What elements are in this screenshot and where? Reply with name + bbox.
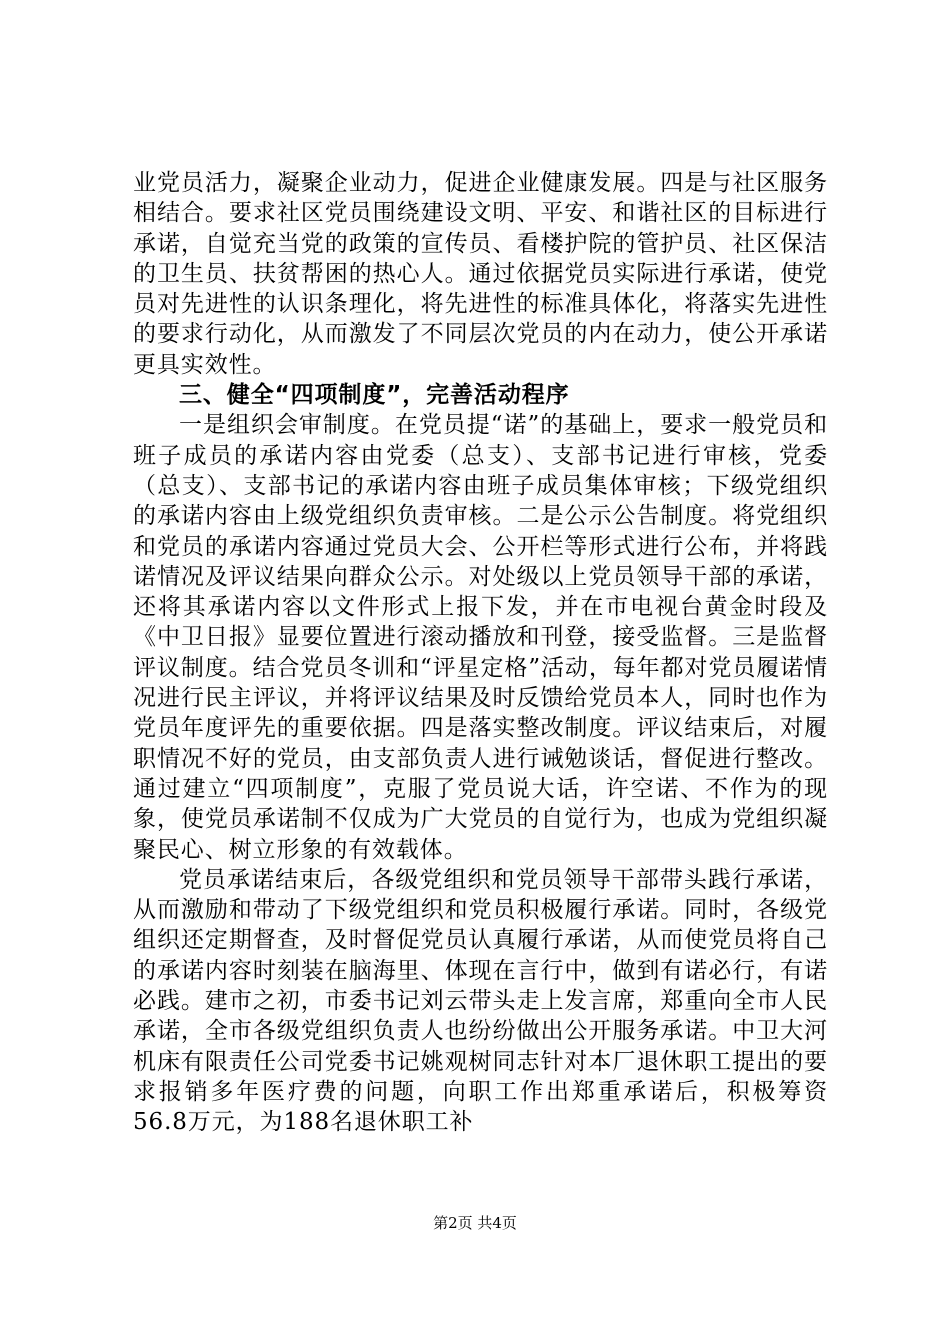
paragraph-four-systems: 一是组织会审制度。在党员提“诺”的基础上，要求一般党员和班子成员的承诺内容由党委（总支）、支部书记进行审核，党委（总支）、支部书记的承诺内容由班子成员集体审核；下级党组织的承诺内容由上级党组织负责审核。二是公示公告制度。将党组织和党员的承诺内容通过党员大会、公开栏等形式进行公布，并将践诺情况及评议结果向群众公示。对处级以上党员领导干部的承诺，还将其承诺内容以文件形式上报下发，并在市电视台黄金时段及《中卫日报》显要位置进行滚动播放和刊登，接受监督。三是监督评议制度。结合党员冬训和“评星定格”活动，每年都对党员履诺情况进行民主评议，并将评议结果及时反馈给党员本人，同时也作为党员年度评先的重要依据。四是落实整改制度。评议结束后，对履职情况不好的党员，由支部负责人进行诫勉谈话，督促进行整改。通过建立“四项制度”，克服了党员说大话，许空诺、不作为的现象，使党员承诺制不仅成为广大党员的自觉行为，也成为党组织凝聚民心、树立形象的有效载体。 xyxy=(133,412,828,863)
paragraph-fulfillment: 党员承诺结束后，各级党组织和党员领导干部带头践行承诺，从而激励和带动了下级党组织和党员积极履行承诺。同时，各级党组织还定期督查，及时督促党员认真履行承诺，从而使党员将自己的承诺内容时刻装在脑海里、体现在言行中，做到有诺必行，有诺必践。建市之初，市委书记刘云带头走上发言席，郑重向全市人民承诺，全市各级党组织负责人也纷纷做出公开服务承诺。中卫大河机床有限责任公司党委书记姚观树同志针对本厂退休职工提出的要求报销多年医疗费的问题，向职工作出郑重承诺后，积极筹资56.8万元，为188名退休职工补 xyxy=(133,866,828,1136)
section-heading: 三、健全“四项制度”，完善活动程序 xyxy=(179,382,570,409)
document-body xyxy=(133,168,828,1138)
page-footer: 第2页 共4页 xyxy=(433,1214,517,1232)
paragraph-continuation: 业党员活力，凝聚企业动力，促进企业健康发展。四是与社区服务相结合。要求社区党员围绕建设文明、平安、和谐社区的目标进行承诺，自觉充当党的政策的宣传员、看楼护院的管护员、社区保洁的卫生员、扶贫帮困的热心人。通过依据党员实际进行承诺，使党员对先进性的认识条理化，将先进性的标准具体化，将落实先进性的要求行动化，从而激发了不同层次党员的内在动力，使公开承诺更具实效性。 xyxy=(133,170,828,378)
